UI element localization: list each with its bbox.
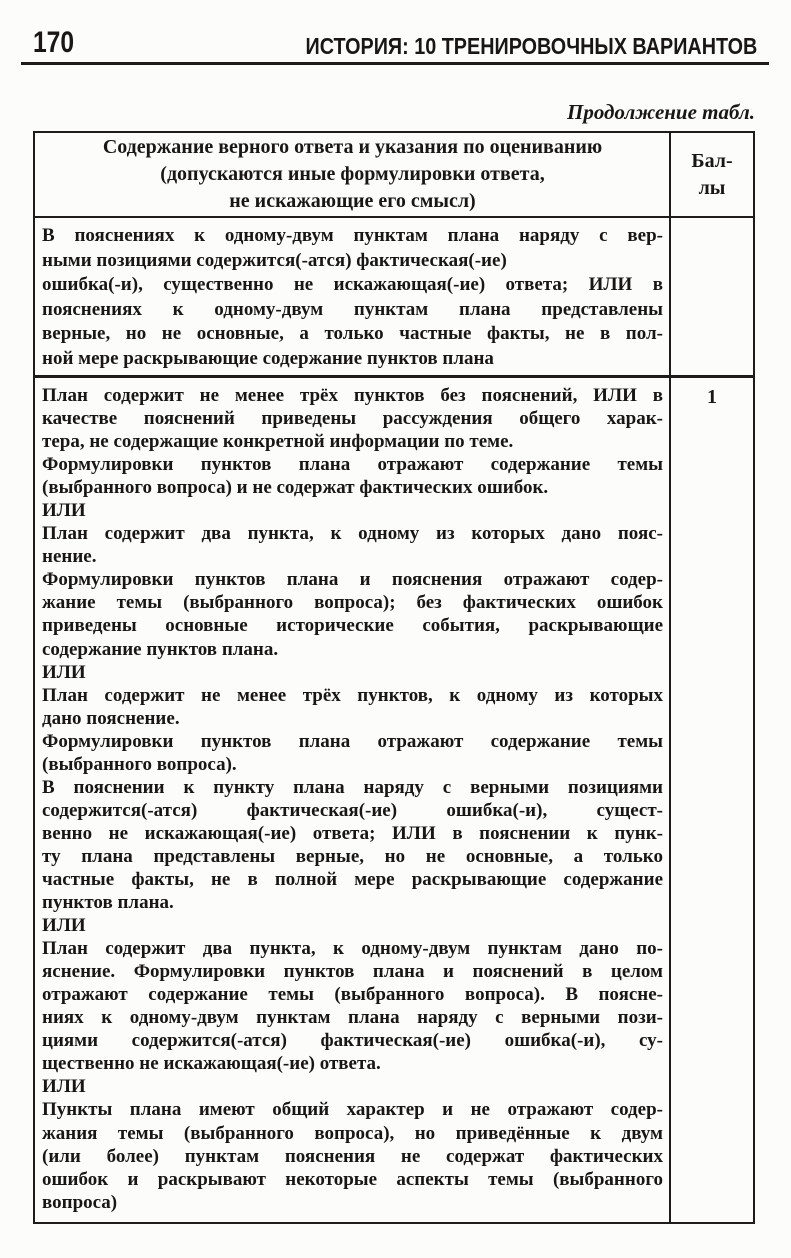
running-title: ИСТОРИЯ: 10 ТРЕНИРОВОЧНЫХ ВАРИАНТОВ [305, 33, 757, 59]
table-header-score: Бал- лы [691, 149, 733, 199]
table-row [35, 218, 753, 378]
table-continuation-note: Продолжение табл. [567, 100, 755, 124]
table-row [35, 378, 753, 1222]
table-header-criteria: Содержание верного ответа и указания по оцениванию (допускаются иные формулировки ответа, не искажающие его смысл) [35, 133, 671, 216]
score-cell [671, 378, 753, 1222]
criteria-cell: В пояснениях к одному-двум пунктам плана наряду с вер- ными позициями содержится(-атся) фактическая(-ие) ошибка(-и), существенно не искажающая(-ие) ответа; ИЛИ в пояснениях к одному-двум пунктам плана представлены верные, но не основные, а только частные факты, не в пол- ной мере раскрывающие содержание пунктов плана [35, 218, 671, 375]
header-rule [21, 62, 769, 65]
criteria-cell: План содержит не менее трёх пунктов без пояснений, ИЛИ в качестве пояснений приведены рассуждения общего харак- тера, не содержащие конкретной информации по теме. Формулировки пунктов плана отражают содержание темы (выбранного вопроса) и не содержат фактических ошибок. ИЛИ План содержит два пункта, к одному из которых дано пояс- нение. Формулировки пунктов плана и пояснения отражают содер- жание темы (выбранного вопроса); без фактических ошибок приведены основные исторические события, раскрывающие содержание пунктов плана. ИЛИ План содержит не менее трёх пунктов, к одному из которых дано пояснение. Формулировки пунктов плана отражают содержание темы (выбранного вопроса). В пояснении к пункту плана наряду с верными позициями содержится(-атся) фактическая(-ие) ошибка(-и), сущест- венно не искажающая(-ие) ответа; ИЛИ в пояснении к пунк- ту плана представлены верные, но не основные, а только частные факты, не в полной мере раскрывающие содержание пунктов плана. ИЛИ План содержит два пункта, к одному-двум пунктам дано по- яснение. Формулировки пунктов плана и пояснений в целом отражают содержание темы (выбранного вопроса). В поясне- ниях к одному-двум пунктам плана наряду с верными пози- циями содержится(-атся) фактическая(-ие) ошибка(-и), су- щественно не искажающая(-ие) ответа. ИЛИ Пункты плана имеют общий характер и не отражают содер- жания темы (выбранного вопроса), но приведённые к двум (или более) пунктам пояснения не содержат фактических ошибок и раскрывают некоторые аспекты темы (выбранного вопроса) [35, 378, 671, 1222]
running-head [33, 26, 757, 58]
table-header-row [35, 133, 753, 218]
scoring-rubric-table [33, 131, 755, 1224]
score-value [671, 218, 753, 226]
score-cell [671, 218, 753, 375]
score-value: 1 [707, 386, 717, 408]
page-number: 170 [33, 26, 75, 59]
